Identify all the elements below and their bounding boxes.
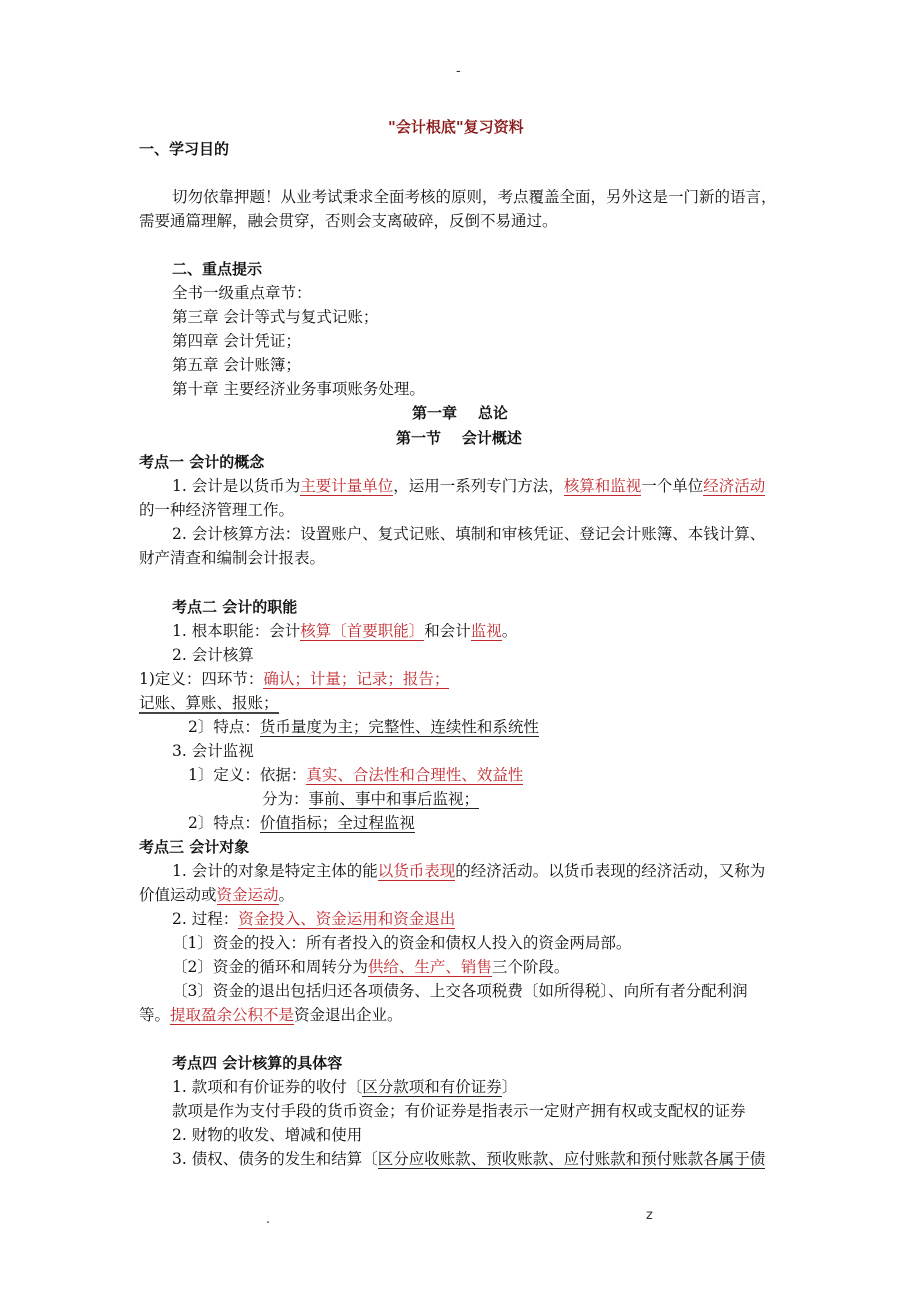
paragraph-line: 的一种经济管理工作。 <box>139 501 295 519</box>
footer-right-mark: z <box>646 1208 653 1223</box>
paragraph-line: 〔1〕资金的投入：所有者投入的资金和债权人投入的资金两局部。 <box>172 934 632 952</box>
paragraph-line: 〔3〕资金的退出包括归还各项债务、上交各项税费〔如所得税〕、向所有者分配利润 <box>172 982 748 1000</box>
paragraph-line: 款项是作为支付手段的货币资金；有价证券是指表示一定财产拥有权或支配权的证券 <box>172 1102 746 1120</box>
header-mark: - <box>456 64 461 79</box>
section-title: 第一节 会计概述 <box>396 429 522 447</box>
paragraph-line: 2. 会计核算 <box>172 646 254 664</box>
paragraph-line: 记账、算账、报账； <box>139 694 279 712</box>
paragraph-line: 3. 债权、债务的发生和结算〔区分应收账款、预收账款、应付账款和预付账款各属于债 <box>172 1150 766 1168</box>
list-item: 第五章 会计账簿； <box>172 356 301 374</box>
paragraph-line: 3. 会计监视 <box>172 742 254 760</box>
list-item: 第十章 主要经济业务事项账务处理。 <box>172 380 425 398</box>
paragraph-line: 等。提取盈余公积不是资金退出企业。 <box>139 1006 403 1024</box>
paragraph-line: 需要通篇理解，融会贯穿，否则会支离破碎，反倒不易通过。 <box>139 212 558 230</box>
paragraph-line: 1〕定义：依据：真实、合法性和合理性、效益性 <box>188 766 524 784</box>
paragraph-line: 2. 过程：资金投入、资金运用和资金退出 <box>172 910 456 928</box>
paragraph-line: 1. 款项和有价证券的收付〔区分款项和有价证券〕 <box>172 1078 518 1096</box>
page-title: "会计根底"复习资料 <box>388 118 524 136</box>
paragraph-line: 1. 会计是以货币为主要计量单位，运用一系列专门方法，核算和监视一个单位经济活动 <box>172 477 766 495</box>
kp-heading: 考点二 会计的职能 <box>172 598 298 616</box>
kp-heading: 考点一 会计的概念 <box>139 453 265 471</box>
section-heading: 二、重点提示 <box>172 260 263 278</box>
paragraph-line: 2. 财物的收发、增减和使用 <box>172 1126 363 1144</box>
paragraph-line: 1. 根本职能：会计核算〔首要职能〕和会计监视。 <box>172 622 518 640</box>
list-item: 全书一级重点章节： <box>172 284 312 302</box>
paragraph-line: 切勿依靠押题！从业考试秉求全面考核的原则，考点覆盖全面，另外这是一门新的语言， <box>172 188 777 206</box>
chapter-title: 第一章 总论 <box>412 404 508 422</box>
kp-heading: 考点三 会计对象 <box>139 838 250 856</box>
paragraph-line: 1)定义：四环节：确认；计量；记录；报告； <box>139 670 450 688</box>
paragraph-line: 分为：事前、事中和事后监视； <box>262 790 480 808</box>
list-item: 第四章 会计凭证； <box>172 332 301 350</box>
paragraph-line: 2. 会计核算方法：设置账户、复式记账、填制和审核凭证、登记会计账簿、本钱计算、 <box>172 525 766 543</box>
list-item: 第三章 会计等式与复式记账； <box>172 308 379 326</box>
footer-left-mark: . <box>266 1212 271 1227</box>
paragraph-line: 财产清查和编制会计报表。 <box>139 549 326 567</box>
paragraph-line: 2〕特点：价值指标；全过程监视 <box>188 814 415 832</box>
paragraph-line: 2〕特点：货币量度为主；完整性、连续性和系统性 <box>188 718 539 736</box>
paragraph-line: 价值运动或资金运动。 <box>139 886 295 904</box>
section-heading: 一、学习目的 <box>139 140 230 158</box>
paragraph-line: 1. 会计的对象是特定主体的能以货币表现的经济活动。以货币表现的经济活动，又称为 <box>172 862 766 880</box>
paragraph-line: 〔2〕资金的循环和周转分为供给、生产、销售三个阶段。 <box>172 958 570 976</box>
kp-heading: 考点四 会计核算的具体容 <box>172 1054 343 1072</box>
